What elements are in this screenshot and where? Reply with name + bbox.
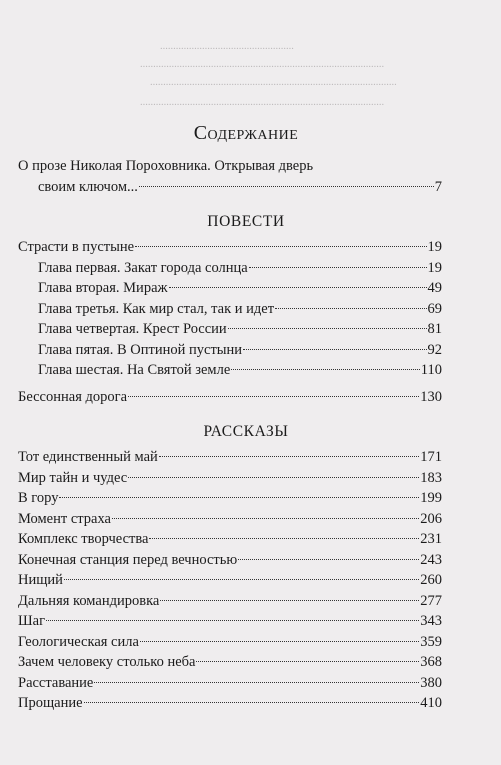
toc-entry-title: Мир тайн и чудес (18, 469, 128, 486)
dot-leader (46, 620, 419, 621)
toc-entry-page: 231 (420, 531, 442, 547)
toc-entry-title: Глава третья. Как мир стал, так и идет (38, 300, 275, 317)
toc-entry-page: 343 (420, 613, 442, 629)
toc-entry-title: Шаг (18, 613, 46, 629)
dot-leader (128, 396, 419, 397)
dot-leader (275, 308, 426, 309)
dot-leader (94, 682, 419, 683)
toc-entry-page: 199 (420, 490, 442, 506)
toc-entry (18, 387, 442, 408)
toc-entry-page: 380 (420, 674, 442, 691)
dot-leader (238, 559, 419, 560)
toc-entry (18, 468, 442, 489)
dot-leader (140, 641, 419, 642)
toc-entry-page: 260 (420, 572, 442, 588)
toc-entry-page: 130 (420, 388, 442, 405)
toc-entry-page: 19 (427, 239, 442, 255)
toc-entry-title: В гору (18, 490, 59, 506)
toc-entry (18, 570, 442, 591)
toc-entry (18, 258, 442, 279)
section-heading-rasskazy: РАССКАЗЫ (203, 423, 289, 440)
toc-entry-title: Глава шестая. На Святой земле (38, 362, 231, 378)
dot-leader (231, 369, 420, 370)
toc-entry (18, 591, 442, 612)
dot-leader (64, 579, 419, 580)
toc-entry-page: 92 (427, 341, 442, 358)
toc-entry-page: 277 (420, 592, 442, 609)
toc-entry-page: 69 (427, 300, 442, 317)
toc-entry (18, 693, 442, 714)
toc-entry-page: 171 (420, 449, 442, 465)
toc-entry-title: Глава первая. Закат города солнца (38, 259, 248, 276)
toc-entry-page: 19 (427, 259, 442, 276)
dot-leader (160, 600, 419, 601)
toc-entry (18, 652, 442, 673)
toc-entry (18, 319, 442, 340)
dot-leader (228, 328, 427, 329)
toc-entry (18, 550, 442, 571)
dot-leader (112, 518, 419, 519)
toc-entry-title: Зачем человеку столько неба (18, 654, 196, 670)
toc-preface-entry (18, 156, 442, 197)
dot-leader (243, 349, 426, 350)
toc-entry-title: Тот единственный май (18, 449, 158, 465)
toc-entry-page: 206 (420, 510, 442, 527)
toc-entry (18, 278, 442, 299)
dot-leader (249, 267, 427, 268)
toc-entry-title: Нищий (18, 572, 63, 588)
toc-entry-title: Момент страха (18, 510, 111, 527)
section-povesti-entries (18, 237, 442, 407)
toc-entry (18, 529, 442, 550)
toc-entry-page: 368 (420, 654, 442, 670)
toc-entry-page: 110 (420, 362, 442, 378)
toc-entry (18, 340, 442, 361)
toc-entry-title: Геологическая сила (18, 633, 139, 650)
toc-entry (18, 360, 442, 381)
preface-title-line2: своим ключом... (38, 178, 138, 195)
toc-entry-page: 183 (420, 469, 442, 486)
preface-title-line1: О прозе Николая Пороховника. Открывая дверь (18, 158, 314, 174)
table-of-contents (18, 118, 442, 714)
toc-entry-title: Расставание (18, 674, 94, 691)
toc-entry (18, 237, 442, 258)
toc-entry-page: 243 (420, 551, 442, 568)
toc-entry (18, 447, 442, 468)
section-heading-povesti: ПОВЕСТИ (207, 213, 285, 230)
toc-entry-title: Дальняя командировка (18, 592, 160, 609)
toc-entry-title: Глава пятая. В Оптиной пустыни (38, 341, 243, 358)
dot-leader (128, 477, 419, 478)
dot-leader (149, 538, 419, 539)
toc-entry-page: 81 (427, 321, 442, 337)
dot-leader (84, 702, 420, 703)
toc-entry (18, 509, 442, 530)
toc-entry-title: Конечная станция перед вечностью (18, 551, 238, 568)
preface-page: 7 (434, 178, 442, 195)
preface-title-line2-row (18, 177, 442, 198)
show-through-text: ................................................... ............................................................................................. .............................................................................................. ............................................................................................. (140, 41, 397, 108)
toc-entry (18, 673, 442, 694)
toc-entry-title: Глава четвертая. Крест России (38, 321, 227, 337)
toc-title: Содержание (193, 122, 299, 144)
dot-leader (169, 287, 427, 288)
toc-entry (18, 488, 442, 509)
toc-entry-page: 359 (420, 633, 442, 650)
dot-leader (139, 186, 434, 187)
toc-entry (18, 299, 442, 320)
toc-entry-title: Страсти в пустыне (18, 239, 135, 255)
dot-leader (59, 497, 419, 498)
toc-entry-title: Глава вторая. Мираж (38, 280, 168, 296)
dot-leader (196, 661, 419, 662)
toc-entry-page: 49 (427, 280, 442, 296)
toc-entry-page: 410 (420, 695, 442, 711)
section-rasskazy-entries (18, 447, 442, 714)
toc-entry-title: Прощание (18, 695, 83, 711)
toc-entry-title: Бессонная дорога (18, 388, 128, 405)
dot-leader (159, 456, 419, 457)
toc-entry (18, 632, 442, 653)
dot-leader (135, 246, 426, 247)
toc-entry-title: Комплекс творчества (18, 531, 149, 547)
toc-entry (18, 611, 442, 632)
